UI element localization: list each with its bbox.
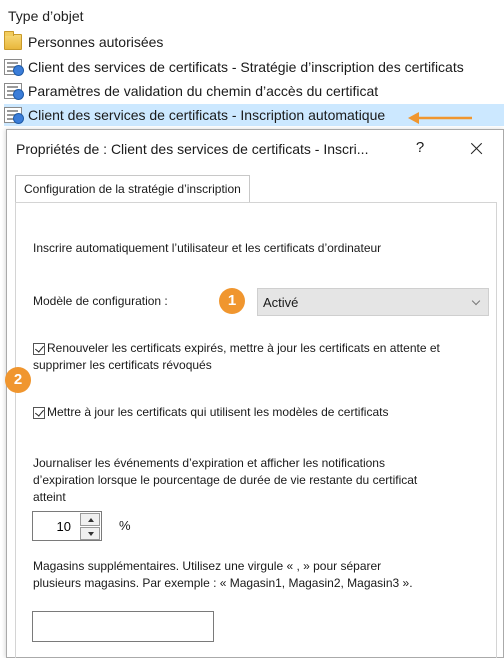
list-item-label: Client des services de certificats - Stratégie d’inscription des certificats: [28, 59, 464, 75]
chevron-down-icon: [472, 297, 480, 305]
policy-icon: [4, 107, 22, 123]
model-label: Modèle de configuration :: [33, 294, 168, 308]
dialog-title: Propriétés de : Client des services de certificats - Inscri...: [16, 141, 369, 157]
stores-text-line2: plusieurs magasins. Par exemple : « Magasin1, Magasin2, Magasin3 ».: [33, 576, 413, 590]
update-templates-checkbox[interactable]: [33, 407, 45, 419]
list-item-label: Client des services de certificats - Inscription automatique: [28, 107, 386, 123]
list-item-authorized-persons[interactable]: [4, 31, 163, 53]
description-text: Inscrire automatiquement l’utilisateur et les certificats d’ordinateur: [33, 241, 382, 255]
help-button[interactable]: ?: [415, 139, 425, 156]
close-button[interactable]: [463, 136, 489, 162]
update-templates-label: Mettre à jour les certificats qui utilisent les modèles de certificats: [47, 405, 389, 419]
additional-stores-input[interactable]: [33, 612, 213, 641]
list-item-path-validation[interactable]: [4, 80, 378, 102]
expiry-text-line3: atteint: [33, 490, 66, 504]
list-item-label: Paramètres de validation du chemin d’accès du certificat: [28, 83, 379, 99]
expiry-text-line1: Journaliser les événements d’expiration et afficher les notifications: [33, 456, 385, 470]
annotation-arrow-icon: [408, 111, 474, 125]
policy-icon: [4, 83, 22, 99]
model-select[interactable]: [257, 288, 489, 316]
expiry-text-line2: d’expiration lorsque le pourcentage de durée de vie restante du certificat: [33, 473, 418, 487]
folder-icon: [4, 34, 22, 50]
renew-expired-checkbox[interactable]: [33, 343, 45, 355]
annotation-badge-2: 2: [5, 367, 31, 393]
properties-dialog: [6, 129, 504, 658]
stores-text-line1: Magasins supplémentaires. Utilisez une virgule « , » pour séparer: [33, 559, 382, 573]
additional-stores-field[interactable]: [32, 611, 214, 642]
percent-input[interactable]: [35, 516, 75, 536]
percent-stepper[interactable]: [32, 511, 102, 541]
tab-strip: [15, 170, 497, 200]
dialog-titlebar[interactable]: [7, 130, 503, 168]
model-select-value: Activé: [263, 295, 299, 310]
annotation-badge-1: 1: [219, 288, 245, 314]
stepper-down-button[interactable]: [80, 527, 100, 540]
stepper-up-button[interactable]: [80, 513, 100, 526]
renew-expired-label-line1: Renouveler les certificats expirés, mettre à jour les certificats en attente et: [47, 341, 440, 355]
percent-unit: %: [119, 518, 131, 533]
policy-icon: [4, 59, 22, 75]
tab-enrollment-policy-config[interactable]: Configuration de la stratégie d’inscription: [15, 175, 250, 202]
renew-expired-label-line2: supprimer les certificats révoqués: [33, 358, 212, 372]
list-item-enrollment-policy[interactable]: [4, 56, 464, 78]
column-header-object-type[interactable]: Type d’objet: [8, 8, 84, 24]
list-item-label: Personnes autorisées: [28, 34, 164, 50]
